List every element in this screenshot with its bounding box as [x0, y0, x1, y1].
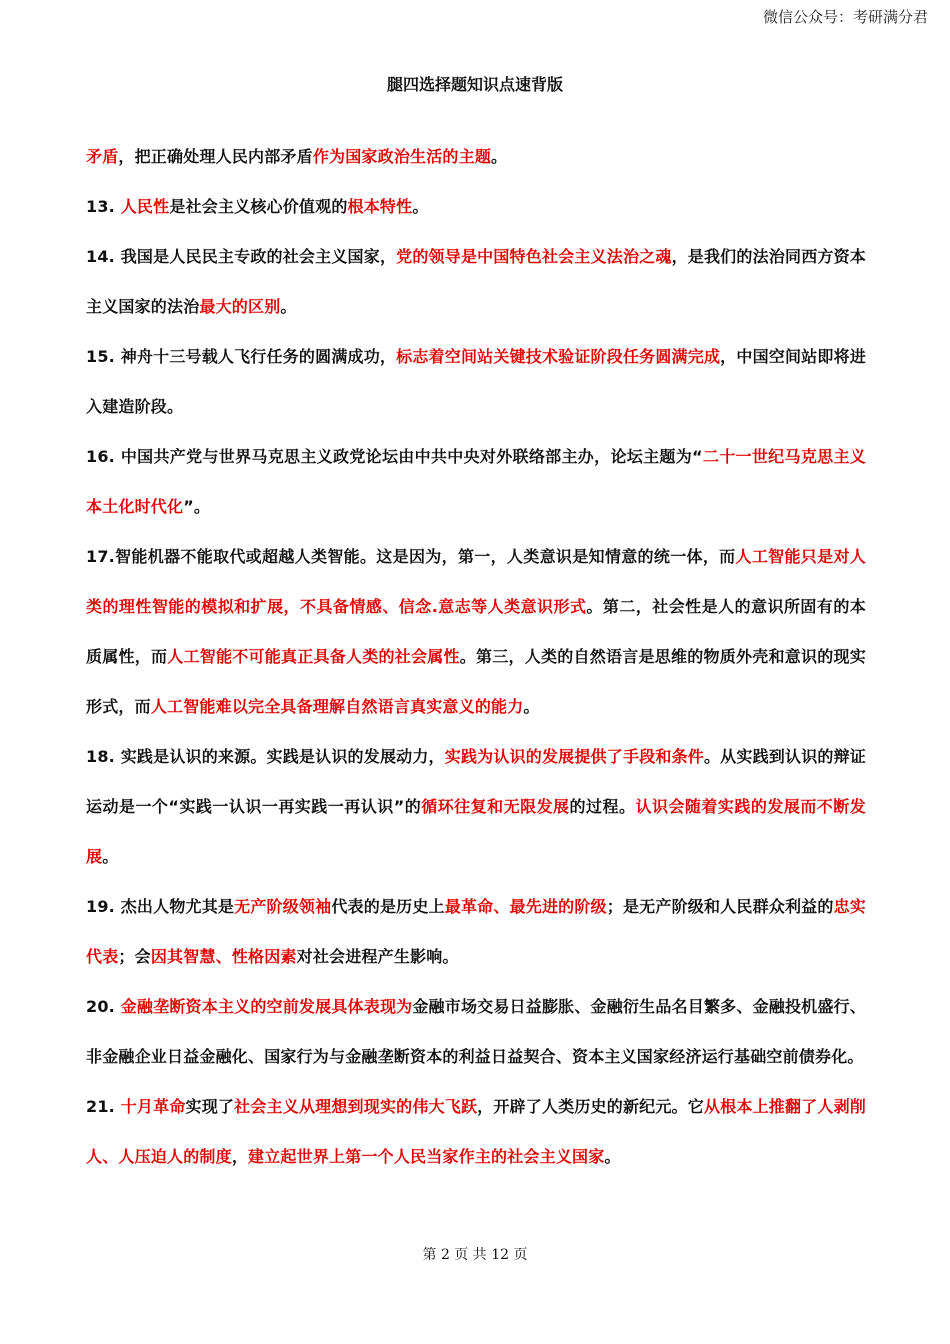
- paragraph: [86, 1082, 866, 1182]
- body-text: 。: [604, 1147, 621, 1166]
- body-text: 代表的是历史上: [331, 897, 445, 916]
- highlighted-text: 实践为认识的发展提供了手段和条件: [444, 747, 704, 766]
- highlighted-text: 党的领导是中国特色社会主义法治之魂: [396, 247, 672, 266]
- body-text: ；会: [118, 947, 151, 966]
- body-text: ，中国空间站即将进入建造阶段。: [86, 347, 866, 416]
- highlighted-text: 十月革命: [120, 1097, 186, 1116]
- paragraph: [86, 732, 866, 882]
- body-text: ”。: [183, 497, 211, 516]
- highlighted-text: 人民性: [120, 197, 170, 216]
- body-text: 。从实践到认识的辩证运动是一个“实践一认识一再实践一再认识”的: [86, 747, 866, 816]
- body-text: 金融市场交易日益膨胀、金融衍生品名目繁多、金融投机盛行、非金融企业日益金融化、国家行为与金融垄断资本的利益日益契合、资本主义国家经济运行基础空前债券化。: [86, 997, 866, 1066]
- body-text: 。第三，人类的自然语言是思维的物质外壳和意识的现实形式，而: [86, 647, 866, 716]
- paragraph: [86, 132, 866, 182]
- highlighted-text: 忠实代表: [86, 897, 866, 966]
- highlighted-text: 人工智能只是对人类的理性智能的模拟和扩展，不具备情感、信念.意志等人类意识形式: [86, 547, 866, 616]
- highlighted-text: 建立起世界上第一个人民当家作主的社会主义国家: [248, 1147, 605, 1166]
- body-text: 19. 杰出人物尤其是: [86, 897, 235, 916]
- body-text: ，: [231, 1147, 249, 1166]
- paragraph: [86, 232, 866, 332]
- body-text: 。: [280, 297, 297, 316]
- body-text: 对社会进程产生影响。: [296, 947, 459, 966]
- body-text: 18. 实践是认识的来源。实践是认识的发展动力，: [86, 747, 445, 766]
- highlighted-text: 最革命、最先进的阶级: [444, 897, 607, 916]
- document-title: 腿四选择题知识点速背版: [386, 75, 563, 94]
- paragraph: [86, 432, 866, 532]
- highlighted-text: 最大的区别: [199, 297, 281, 316]
- highlighted-text: 认识会随着实践的发展而不断发展: [86, 797, 866, 866]
- body-text: 。: [102, 847, 119, 866]
- paragraph: [86, 182, 866, 232]
- body-text: 21.: [86, 1097, 121, 1116]
- body-text: 。: [491, 147, 508, 166]
- highlighted-text: 二十一世纪马克思主义本土化时代化: [86, 447, 866, 516]
- body-text: 13.: [86, 197, 121, 216]
- body-text: ，开辟了人类历史的新纪元。它: [477, 1097, 704, 1116]
- highlighted-text: 作为国家政治生活的主题: [312, 147, 492, 166]
- body-text: 16. 中国共产党与世界马克思主义政党论坛由中共中央对外联络部主办，论坛主题为“: [86, 447, 703, 466]
- highlighted-text: 矛盾: [86, 147, 119, 166]
- highlighted-text: 人工智能难以完全具备理解自然语言真实意义的能力: [150, 697, 524, 716]
- body-text: 20.: [86, 997, 121, 1016]
- body-text: ，是我们的法治同西方资本主义国家的法治: [86, 247, 866, 316]
- highlighted-text: 社会主义从理想到现实的伟大飞跃: [234, 1097, 478, 1116]
- highlighted-text: 因其智慧、性格因素: [150, 947, 297, 966]
- highlighted-text: 循环往复和无限发展: [421, 797, 570, 816]
- body-text: 14. 我国是人民民主专政的社会主义国家，: [86, 247, 397, 266]
- document-body: [86, 132, 866, 1182]
- body-text: ，把正确处理人民内部矛盾: [118, 147, 313, 166]
- paragraph: [86, 982, 866, 1082]
- highlighted-text: 无产阶级领袖: [234, 897, 332, 916]
- highlighted-text: 人工智能不可能真正具备人类的社会属性: [167, 647, 460, 666]
- body-text: 。第二，社会性是人的意识所固有的本质属性，而: [86, 597, 866, 666]
- body-text: 实现了: [185, 1097, 235, 1116]
- body-text: 是社会主义核心价值观的: [169, 197, 348, 216]
- body-text: 15. 神舟十三号载人飞行任务的圆满成功，: [86, 347, 397, 366]
- highlighted-text: 标志着空间站关键技术验证阶段任务圆满完成: [396, 347, 721, 366]
- body-text: 的过程。: [569, 797, 636, 816]
- paragraph: [86, 882, 866, 982]
- body-text: 17.智能机器不能取代或超越人类智能。这是因为，第一，人类意识是知情意的统一体，而: [86, 547, 736, 566]
- body-text: ；是无产阶级和人民群众利益的: [606, 897, 834, 916]
- paragraph: [86, 332, 866, 432]
- page-footer: 第 2 页 共 12 页: [422, 1247, 528, 1263]
- body-text: 。: [523, 697, 540, 716]
- highlighted-text: 从根本上推翻了人剥削人、人压迫人的制度: [86, 1097, 866, 1166]
- highlighted-text: 根本特性: [347, 197, 413, 216]
- highlighted-text: 金融垄断资本主义的空前发展具体表现为: [120, 997, 413, 1016]
- body-text: 。: [412, 197, 429, 216]
- paragraph: [86, 532, 866, 732]
- header-account-label: 微信公众号：考研满分君: [762, 8, 928, 26]
